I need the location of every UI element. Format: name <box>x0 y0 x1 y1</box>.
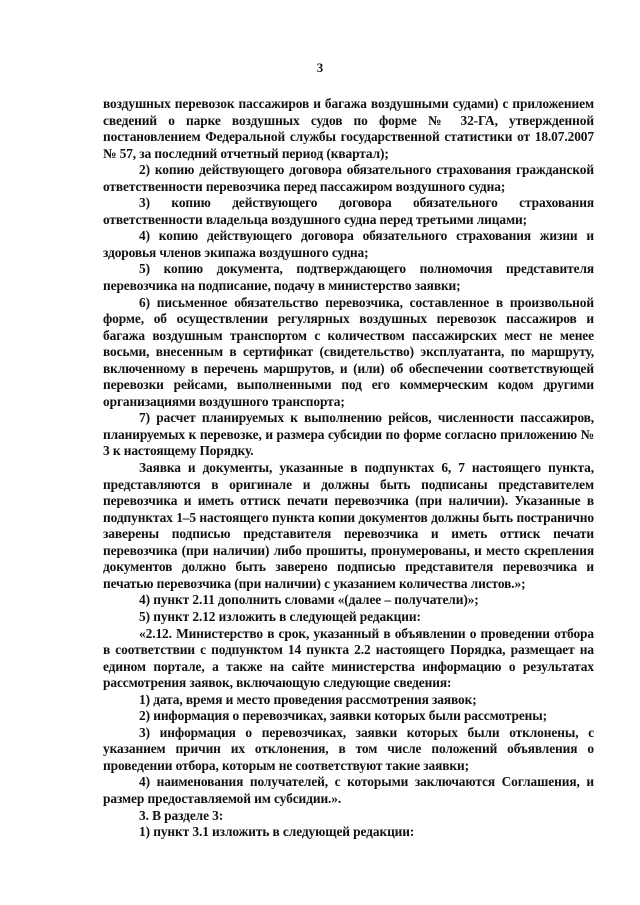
paragraph: 3. В разделе 3: <box>139 807 224 823</box>
paragraph: 7) расчет планируемых к выполнению рейсов, численности пассажиров, планируемых к перевозке, и размера субсидии по форме согласно приложению № 3 к настоящему Порядку. <box>103 410 594 459</box>
paragraph: 5) копию документа, подтверждающего полномочия представителя перевозчика на подписание, подачу в министерство заявки; <box>103 261 594 294</box>
paragraph: воздушных перевозок пассажиров и багажа воздушными судами) с приложением сведений о парке воздушных судов по форме № 32-ГА, утвержденной постановлением Федеральной службы государственной статистики от 18.07.2007 № 57, за последний отчетный период (квартал); <box>103 96 594 161</box>
paragraph: 6) письменное обязательство перевозчика, составленное в произвольной форме, об осуществлении регулярных воздушных перевозок пассажиров и багажа воздушным транспортом с количеством пассажирских мест не менее восьми, внесенным в сертификат (свидетельство) эксплуатанта, по маршруту, включенному в перечень маршрутов, и (или) об обеспечении соответствующей перевозки рейсами, выполненными под его коммерческим кодом другими организациями воздушного транспорта; <box>103 294 594 409</box>
paragraph: 1) дата, время и место проведения рассмотрения заявок; <box>139 691 477 707</box>
paragraph: 2) копию действующего договора обязательного страхования гражданской ответственности перевозчика перед пассажиром воздушного судна; <box>103 162 594 194</box>
paragraph: 3) копию действующего договора обязательного страхования ответственности владельца воздушного судна перед третьими лицами; <box>103 195 594 227</box>
paragraph: 3) информация о перевозчиках, заявки которых были отклонены, с указанием причин их отклонения, в том числе положений объявления о проведении отбора, которым не соответствуют такие заявки; <box>103 724 594 773</box>
paragraph: 4) пункт 2.11 дополнить словами «(далее – получатели)»; <box>139 592 479 608</box>
paragraph: Заявка и документы, указанные в подпунктах 6, 7 настоящего пункта, представляются в оригинале и должны быть подписаны представителем перевозчика и иметь оттиск печати перевозчика (при наличии). Указанные в подпунктах 1–5 настоящего пункта копии документов должны быть постранично заверены подписью представителя перевозчика и иметь оттиск печати перевозчика (при наличии) либо прошиты, пронумерованы, и место скрепления документов должно быть заверено подписью представителя перевозчика и печатью перевозчика (при наличии) с указанием количества листов.»; <box>103 460 594 591</box>
paragraph: 4) наименования получателей, с которыми заключаются Соглашения, и размер предоставляемой им субсидии.». <box>103 774 594 806</box>
paragraph: 4) копию действующего договора обязательного страхования жизни и здоровья членов экипажа воздушного судна; <box>103 228 594 260</box>
paragraph: 2) информация о перевозчиках, заявки которых были рассмотрены; <box>139 708 548 724</box>
document-body <box>103 96 594 841</box>
page-number: 3 <box>316 60 324 75</box>
paragraph: «2.12. Министерство в срок, указанный в объявлении о проведении отбора в соответствии с подпунктом 14 пункта 2.2 настоящего Порядка, размещает на едином портале, а также на сайте министерства информацию о результатах рассмотрения заявок, включающую следующие сведения: <box>103 625 594 691</box>
paragraph: 5) пункт 2.12 изложить в следующей редакции: <box>139 608 421 624</box>
paragraph: 1) пункт 3.1 изложить в следующей редакции: <box>139 824 415 840</box>
